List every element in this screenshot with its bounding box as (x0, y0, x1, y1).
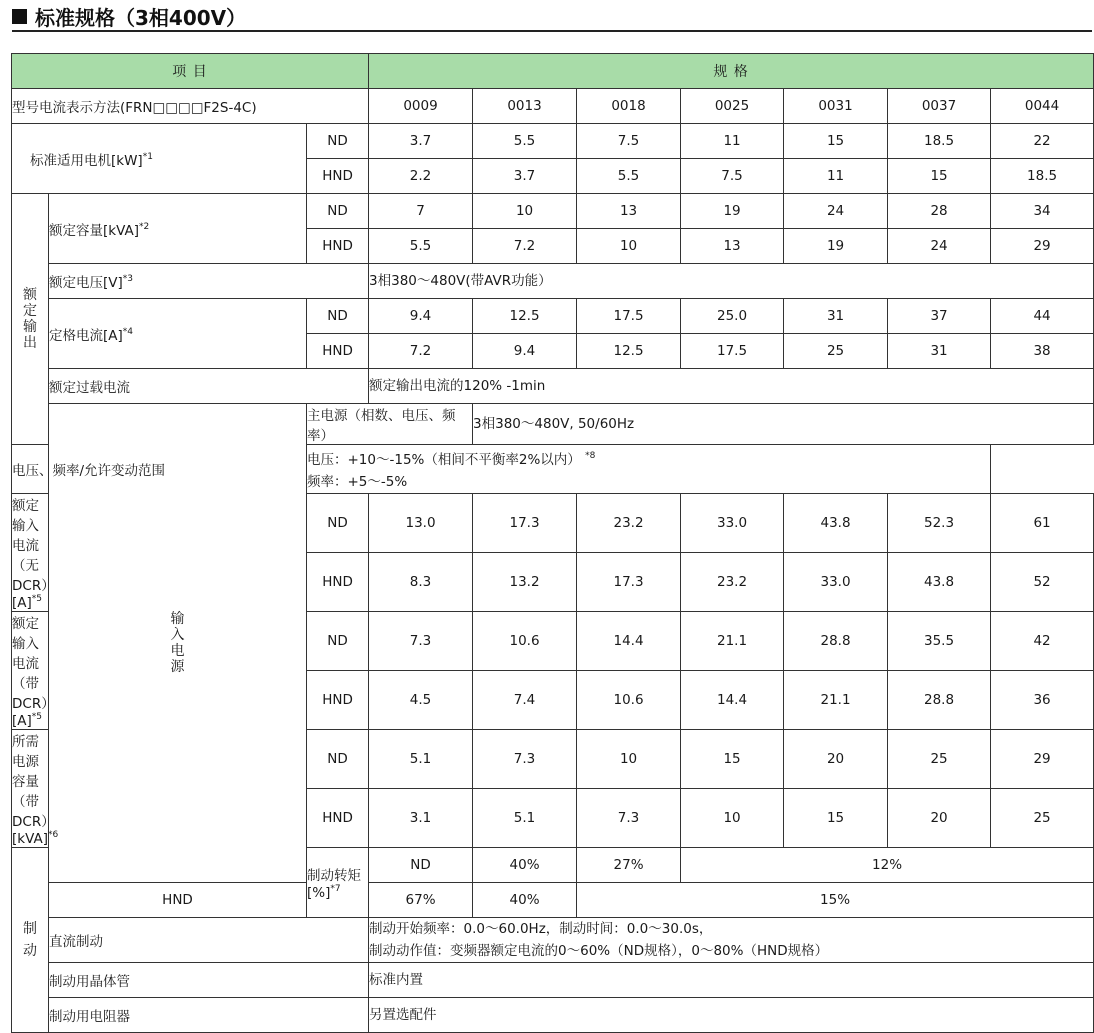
value-cell: 37 (888, 299, 991, 334)
value-cell: 29 (991, 229, 1094, 264)
group-char: 额 (23, 287, 37, 303)
value-cell: 13 (681, 229, 784, 264)
value-cell: 44 (991, 299, 1094, 334)
hnd-label: HND (307, 334, 369, 369)
value-cell: 7.5 (681, 159, 784, 194)
value-cell: 5.5 (473, 124, 577, 159)
value-cell: 15 (681, 730, 784, 789)
value-cell: 7.2 (473, 229, 577, 264)
value-cell: 10 (473, 194, 577, 229)
value-cell: 31 (784, 299, 888, 334)
value-cell: 24 (888, 229, 991, 264)
main-power-row (12, 404, 1094, 445)
value-cell: 17.3 (473, 494, 577, 553)
value-cell: 42 (991, 612, 1094, 671)
header-item: 项 目 (12, 54, 369, 89)
group-char: 输 (170, 611, 185, 627)
value-cell: 4.5 (369, 671, 473, 730)
value-cell: 35.5 (888, 612, 991, 671)
brake-transistor-value: 标准内置 (369, 963, 1094, 998)
brake-torque-label: 制动转矩[%]$^{*7}$ (307, 848, 369, 918)
title-text: 标准规格（3相400V） (35, 5, 247, 30)
model-cell: 0037 (888, 89, 991, 124)
dc-brake-row (12, 918, 1094, 963)
overload-label: 额定过载电流 (49, 369, 369, 404)
motor-label: 标准适用电机[kW]$^{*1}$ (12, 124, 307, 194)
hnd-label: HND (307, 159, 369, 194)
value-cell: 14.4 (681, 671, 784, 730)
input-no-dcr-label: 额定输入 电流（无$DCR)[A]^{*5}$ (12, 494, 49, 612)
value-cell: 19 (681, 194, 784, 229)
brake-resistor-label: 制动用电阻器 (49, 998, 369, 1033)
value-cell: 28.8 (888, 671, 991, 730)
value-cell: 52.3 (888, 494, 991, 553)
hnd-label: HND (307, 553, 369, 612)
value-cell: 12.5 (577, 334, 681, 369)
nd-label: ND (307, 194, 369, 229)
value-cell: 36 (991, 671, 1094, 730)
brake-torque-hnd-row (12, 883, 1094, 918)
value-cell: 19 (784, 229, 888, 264)
value-cell: 10 (577, 730, 681, 789)
value-cell: 5.5 (369, 229, 473, 264)
value-cell: 7.3 (577, 789, 681, 848)
hnd-label: HND (307, 789, 369, 848)
value-cell: 25 (784, 334, 888, 369)
brake-resistor-value: 另置选配件 (369, 998, 1094, 1033)
model-cell: 0013 (473, 89, 577, 124)
value-cell: 7.4 (473, 671, 577, 730)
value-cell: 28 (888, 194, 991, 229)
group-char: 出 (23, 335, 37, 351)
value-cell: 13 (577, 194, 681, 229)
main-power-value: 3相380～480V, 50/60Hz (473, 404, 1094, 445)
nd-label: ND (307, 612, 369, 671)
value-cell: 7.3 (473, 730, 577, 789)
value-cell: 17.3 (577, 553, 681, 612)
model-cell: 0031 (784, 89, 888, 124)
value-cell: 10 (577, 229, 681, 264)
value-cell: 15 (784, 789, 888, 848)
value-cell: 29 (991, 730, 1094, 789)
value-cell: 10.6 (473, 612, 577, 671)
value-cell: 28.8 (784, 612, 888, 671)
brake-resistor-row (12, 998, 1094, 1033)
header-row (12, 54, 1094, 89)
fluctuation-value: 电压：+10～-15%（相间不平衡率2%以内） $^{*8}$ 频率：+5～-5% (307, 445, 991, 494)
value-cell: 3.7 (369, 124, 473, 159)
value-cell: 3.7 (473, 159, 577, 194)
value-cell: 5.5 (577, 159, 681, 194)
value-cell: 12% (681, 848, 1094, 883)
value-cell: 24 (784, 194, 888, 229)
value-cell: 9.4 (473, 334, 577, 369)
spec-table (11, 53, 1094, 1033)
value-cell: 21.1 (681, 612, 784, 671)
value-cell: 33.0 (681, 494, 784, 553)
value-cell: 17.5 (681, 334, 784, 369)
model-cell: 0025 (681, 89, 784, 124)
model-row (12, 89, 1094, 124)
model-cell: 0018 (577, 89, 681, 124)
nd-label: ND (307, 299, 369, 334)
value-cell: 22 (991, 124, 1094, 159)
value-cell: 23.2 (681, 553, 784, 612)
group-char: 源 (170, 659, 185, 675)
value-cell: 27% (577, 848, 681, 883)
main-power-label: 主电源（相数、电压、频率） (307, 404, 473, 445)
value-cell: 67% (369, 883, 473, 918)
group-char: 定 (23, 303, 37, 319)
value-cell: 3.1 (369, 789, 473, 848)
value-cell: 15% (577, 883, 1094, 918)
hnd-label: HND (49, 883, 307, 918)
fluctuation-label: 电压、频率/允许变动范围 (12, 445, 307, 494)
value-cell: 11 (681, 124, 784, 159)
value-cell: 14.4 (577, 612, 681, 671)
input-dcr-label: 额定输入 电流（带$DCR)[A]^{*5}$ (12, 612, 49, 730)
nd-label: ND (307, 730, 369, 789)
nd-label: ND (307, 494, 369, 553)
page-title (12, 3, 246, 29)
value-cell: 38 (991, 334, 1094, 369)
group-char: 电 (170, 643, 185, 659)
value-cell: 18.5 (888, 124, 991, 159)
value-cell: 15 (888, 159, 991, 194)
value-cell: 21.1 (784, 671, 888, 730)
value-cell: 20 (784, 730, 888, 789)
voltage-value: 3相380～480V(带AVR功能） (369, 264, 1094, 299)
hnd-label: HND (307, 229, 369, 264)
value-cell: 23.2 (577, 494, 681, 553)
value-cell: 5.1 (473, 789, 577, 848)
value-cell: 31 (888, 334, 991, 369)
group-output (12, 194, 49, 445)
value-cell: 9.4 (369, 299, 473, 334)
value-cell: 43.8 (784, 494, 888, 553)
capacity-nd-row (12, 194, 1094, 229)
value-cell: 15 (784, 124, 888, 159)
value-cell: 25 (888, 730, 991, 789)
value-cell: 7.2 (369, 334, 473, 369)
value-cell: 61 (991, 494, 1094, 553)
value-cell: 33.0 (784, 553, 888, 612)
header-spec: 规 格 (369, 54, 1094, 89)
value-cell: 40% (473, 848, 577, 883)
current-label: 定格电流$[A]^{*4}$ (49, 299, 307, 369)
model-cell: 0009 (369, 89, 473, 124)
value-cell: 13.2 (473, 553, 577, 612)
value-cell: 10.6 (577, 671, 681, 730)
value-cell: 20 (888, 789, 991, 848)
value-cell: 7.5 (577, 124, 681, 159)
value-cell: 11 (784, 159, 888, 194)
model-cell: 0044 (991, 89, 1094, 124)
value-cell: 13.0 (369, 494, 473, 553)
nd-label: ND (307, 124, 369, 159)
voltage-label: 额定电压$[V]^{*3}$ (49, 264, 369, 299)
value-cell: 10 (681, 789, 784, 848)
value-cell: 5.1 (369, 730, 473, 789)
dc-brake-label: 直流制动 (49, 918, 369, 963)
value-cell: 25 (991, 789, 1094, 848)
dc-brake-value: 制动开始频率：0.0～60.0Hz，制动时间：0.0～30.0s， 制动动作值：变频器额定电流的0～60%（ND规格），0～80%（HND规格） (369, 918, 1094, 963)
current-nd-row (12, 299, 1094, 334)
value-cell: 40% (473, 883, 577, 918)
voltage-row (12, 264, 1094, 299)
value-cell: 7 (369, 194, 473, 229)
group-char: 制 (23, 921, 37, 937)
title-divider (12, 30, 1092, 32)
motor-nd-row (12, 124, 1094, 159)
group-char: 输 (23, 319, 37, 335)
title-square-icon (12, 9, 27, 24)
capacity-label: 额定容量[kVA]$^{*2}$ (49, 194, 307, 264)
value-cell: 34 (991, 194, 1094, 229)
group-char: 动 (23, 943, 37, 959)
value-cell: 2.2 (369, 159, 473, 194)
value-cell: 7.3 (369, 612, 473, 671)
brake-transistor-row (12, 963, 1094, 998)
value-cell: 25.0 (681, 299, 784, 334)
brake-transistor-label: 制动用晶体管 (49, 963, 369, 998)
model-label: 型号电流表示方法(FRN□□□□F2S-4C) (12, 89, 369, 124)
value-cell: 52 (991, 553, 1094, 612)
group-brake (12, 848, 49, 1033)
nd-label: ND (369, 848, 473, 883)
value-cell: 43.8 (888, 553, 991, 612)
power-capacity-label: 所需电源容量（带DCR）[kVA]$^{*6}$ (12, 730, 49, 848)
fluctuation-row (12, 445, 1094, 494)
overload-row (12, 369, 1094, 404)
value-cell: 17.5 (577, 299, 681, 334)
hnd-label: HND (307, 671, 369, 730)
group-char: 入 (170, 627, 185, 643)
overload-value: 额定输出电流的120% -1min (369, 369, 1094, 404)
value-cell: 8.3 (369, 553, 473, 612)
value-cell: 12.5 (473, 299, 577, 334)
value-cell: 18.5 (991, 159, 1094, 194)
